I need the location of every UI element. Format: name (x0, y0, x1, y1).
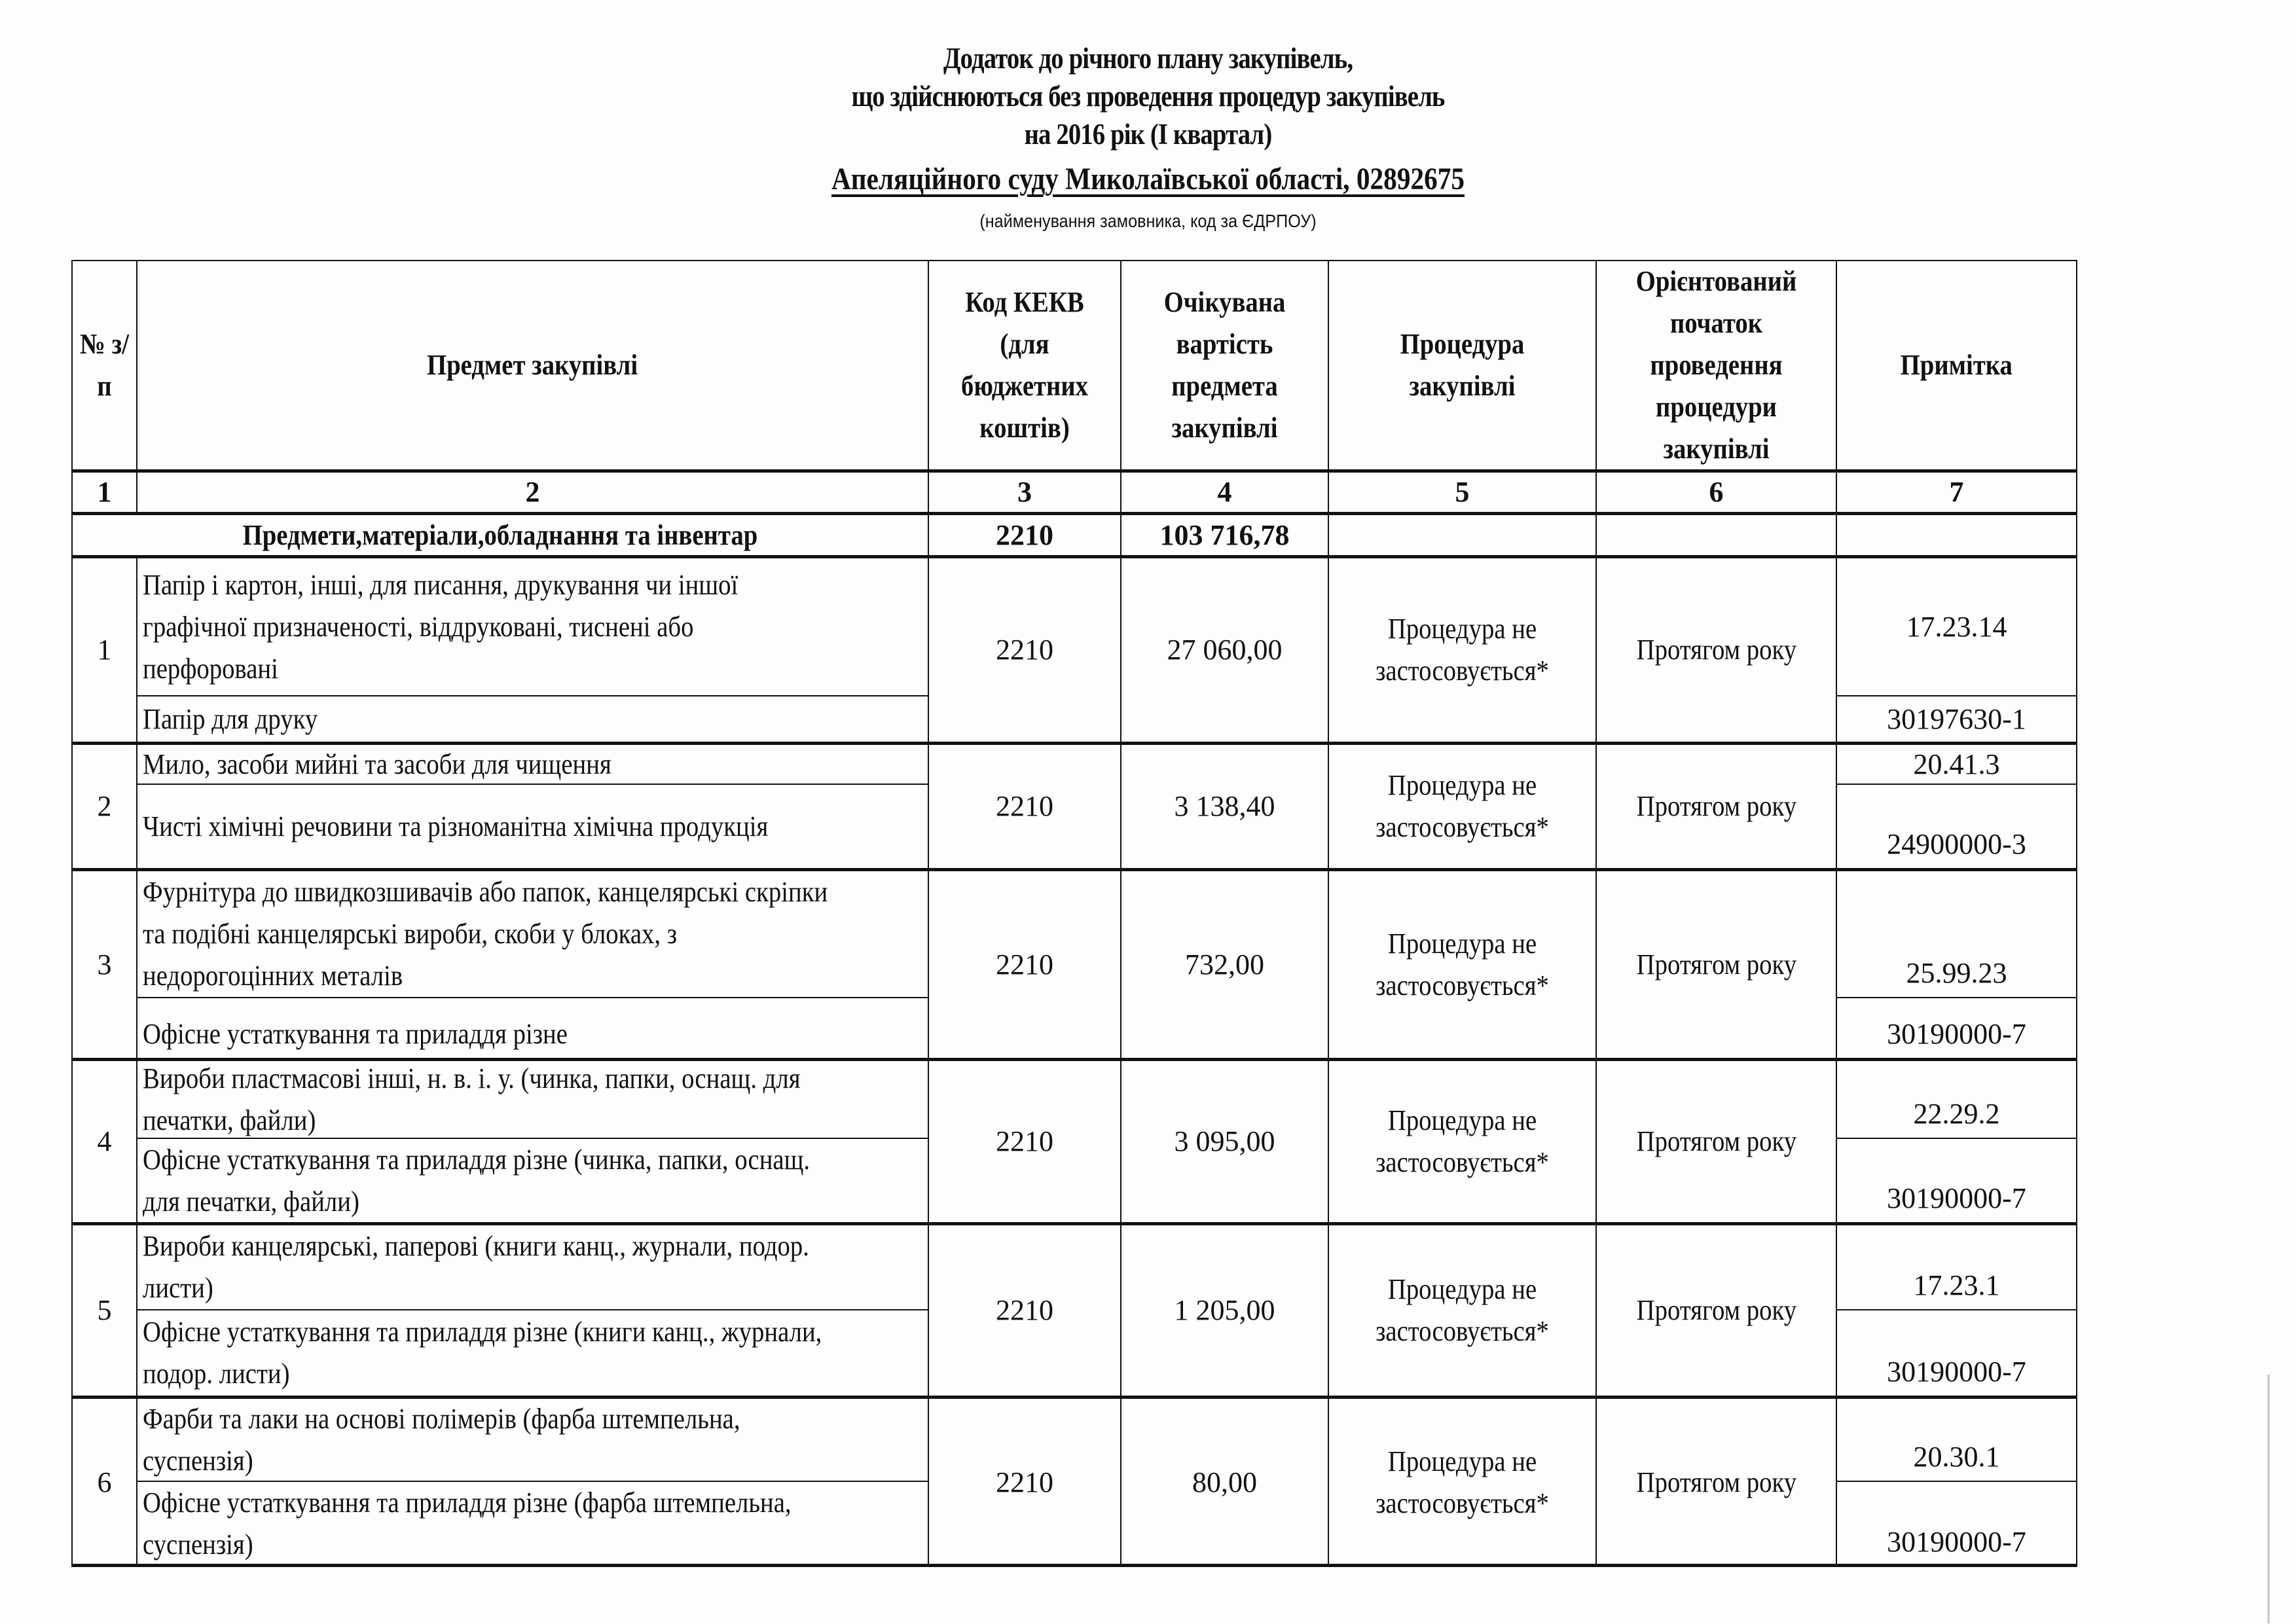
row-2-kekv: 2210 (928, 742, 1121, 869)
row-2-note-2: 24900000-3 (1836, 784, 2077, 869)
col-header-amount: Очікувана вартість предмета закупівлі (1120, 260, 1329, 471)
row-3-subject-2: Офісне устаткування та приладдя різне (136, 997, 929, 1059)
row-6-subject-1: Фарби та лаки на основі полімерів (фарба штемпельна, суспензія) (136, 1396, 929, 1482)
col-header-subject: Предмет закупівлі (136, 260, 929, 471)
row-4-procedure: Процедура не застосовується* (1328, 1058, 1597, 1223)
row-1-subject-2: Папір для друку (136, 695, 929, 743)
row-2-note-1: 20.41.3 (1836, 742, 2077, 785)
row-6-start: Протягом року (1595, 1396, 1837, 1567)
scan-edge-mark (2267, 1375, 2270, 1623)
organization-caption: (найменування замовника, код за ЄДРПОУ) (979, 211, 1317, 231)
row-4-number: 4 (71, 1058, 137, 1223)
row-6-kekv: 2210 (928, 1396, 1121, 1567)
row-1-subject-1: Папір і картон, інші, для писання, друкування чи іншої графічної призначеності, віддруковані, тиснені або перфоровані (136, 555, 929, 696)
table-bottom-border (71, 1564, 2077, 1567)
row-5-amount: 1 205,00 (1120, 1222, 1329, 1397)
row-5-subject-2: Офісне устаткування та приладдя різне (книги канц., журнали, подор. листи) (136, 1309, 929, 1397)
col-header-note: Примітка (1836, 260, 2077, 471)
row-5-procedure: Процедура не застосовується* (1328, 1222, 1597, 1397)
row-2-subject-2: Чисті хімічні речовини та різноманітна хімічна продукція (136, 784, 929, 869)
col-number-1: 1 (71, 469, 137, 513)
row-5-note-2: 30190000-7 (1836, 1309, 2077, 1397)
row-3-number: 3 (71, 868, 137, 1059)
row-4-note-1: 22.29.2 (1836, 1058, 2077, 1139)
row-1-kekv: 2210 (928, 555, 1121, 743)
row-1-amount: 27 060,00 (1120, 555, 1329, 743)
section-procedure-empty (1328, 512, 1597, 556)
row-1-start: Протягом року (1595, 555, 1837, 743)
row-4-note-2: 30190000-7 (1836, 1138, 2077, 1223)
row-6-amount: 80,00 (1120, 1396, 1329, 1567)
title-line-1: Додаток до річного плану закупівель, (943, 42, 1353, 75)
col-header-kekv: Код КЕКВ (для бюджетних коштів) (928, 260, 1121, 471)
row-2-procedure: Процедура не застосовується* (1328, 742, 1597, 869)
title-line-3: на 2016 рік (І квартал) (1024, 118, 1272, 151)
row-4-subject-2: Офісне устаткування та приладдя різне (чинка, папки, оснащ. для печатки, файли) (136, 1138, 929, 1223)
col-number-6: 6 (1595, 469, 1837, 513)
row-5-subject-1: Вироби канцелярські, паперові (книги канц., журнали, подор. листи) (136, 1222, 929, 1310)
col-number-7: 7 (1836, 469, 2077, 513)
col-number-4: 4 (1120, 469, 1329, 513)
row-3-subject-1: Фурнітура до швидкозшивачів або папок, канцелярські скріпки та подібні канцелярські вироби, скоби у блоках, з недорогоцінних металів (136, 868, 929, 998)
row-6-note-2: 30190000-7 (1836, 1481, 2077, 1567)
section-amount: 103 716,78 (1120, 512, 1329, 556)
row-2-number: 2 (71, 742, 137, 869)
row-1-procedure: Процедура не застосовується* (1328, 555, 1597, 743)
row-5-kekv: 2210 (928, 1222, 1121, 1397)
row-3-kekv: 2210 (928, 868, 1121, 1059)
row-6-subject-2: Офісне устаткування та приладдя різне (фарба штемпельна, суспензія) (136, 1481, 929, 1567)
col-header-number: № з/п (71, 260, 137, 471)
row-3-amount: 732,00 (1120, 868, 1329, 1059)
row-3-note-1: 25.99.23 (1836, 868, 2077, 998)
section-note-empty (1836, 512, 2077, 556)
col-header-start: Орієнтований початок проведення процедури закупівлі (1595, 260, 1837, 471)
row-1-note-1: 17.23.14 (1836, 555, 2077, 696)
row-6-note-1: 20.30.1 (1836, 1396, 2077, 1482)
row-2-start: Протягом року (1595, 742, 1837, 869)
document-header (0, 39, 2296, 234)
col-number-5: 5 (1328, 469, 1597, 513)
col-number-2: 2 (136, 469, 929, 513)
row-6-number: 6 (71, 1396, 137, 1567)
row-5-number: 5 (71, 1222, 137, 1397)
row-6-procedure: Процедура не застосовується* (1328, 1396, 1597, 1567)
row-2-amount: 3 138,40 (1120, 742, 1329, 869)
row-3-procedure: Процедура не застосовується* (1328, 868, 1597, 1059)
row-2-subject-1: Мило, засоби мийні та засоби для чищення (136, 742, 929, 785)
organization-name: Апеляційного суду Миколаївської області, 02892675 (831, 162, 1465, 196)
row-4-amount: 3 095,00 (1120, 1058, 1329, 1223)
section-kekv: 2210 (928, 512, 1121, 556)
title-line-2: що здійснюються без проведення процедур закупівель (851, 80, 1445, 113)
col-number-3: 3 (928, 469, 1121, 513)
col-header-procedure: Процедура закупівлі (1328, 260, 1597, 471)
section-label: Предмети,матеріали,обладнання та інвентар (71, 512, 929, 556)
row-4-subject-1: Вироби пластмасові інші, н. в. і. у. (чинка, папки, оснащ. для печатки, файли) (136, 1058, 929, 1139)
row-5-note-1: 17.23.1 (1836, 1222, 2077, 1310)
row-3-start: Протягом року (1595, 868, 1837, 1059)
row-5-start: Протягом року (1595, 1222, 1837, 1397)
section-start-empty (1595, 512, 1837, 556)
row-1-number: 1 (71, 555, 137, 743)
row-4-kekv: 2210 (928, 1058, 1121, 1223)
row-3-note-2: 30190000-7 (1836, 997, 2077, 1059)
row-4-start: Протягом року (1595, 1058, 1837, 1223)
row-1-note-2: 30197630-1 (1836, 695, 2077, 743)
